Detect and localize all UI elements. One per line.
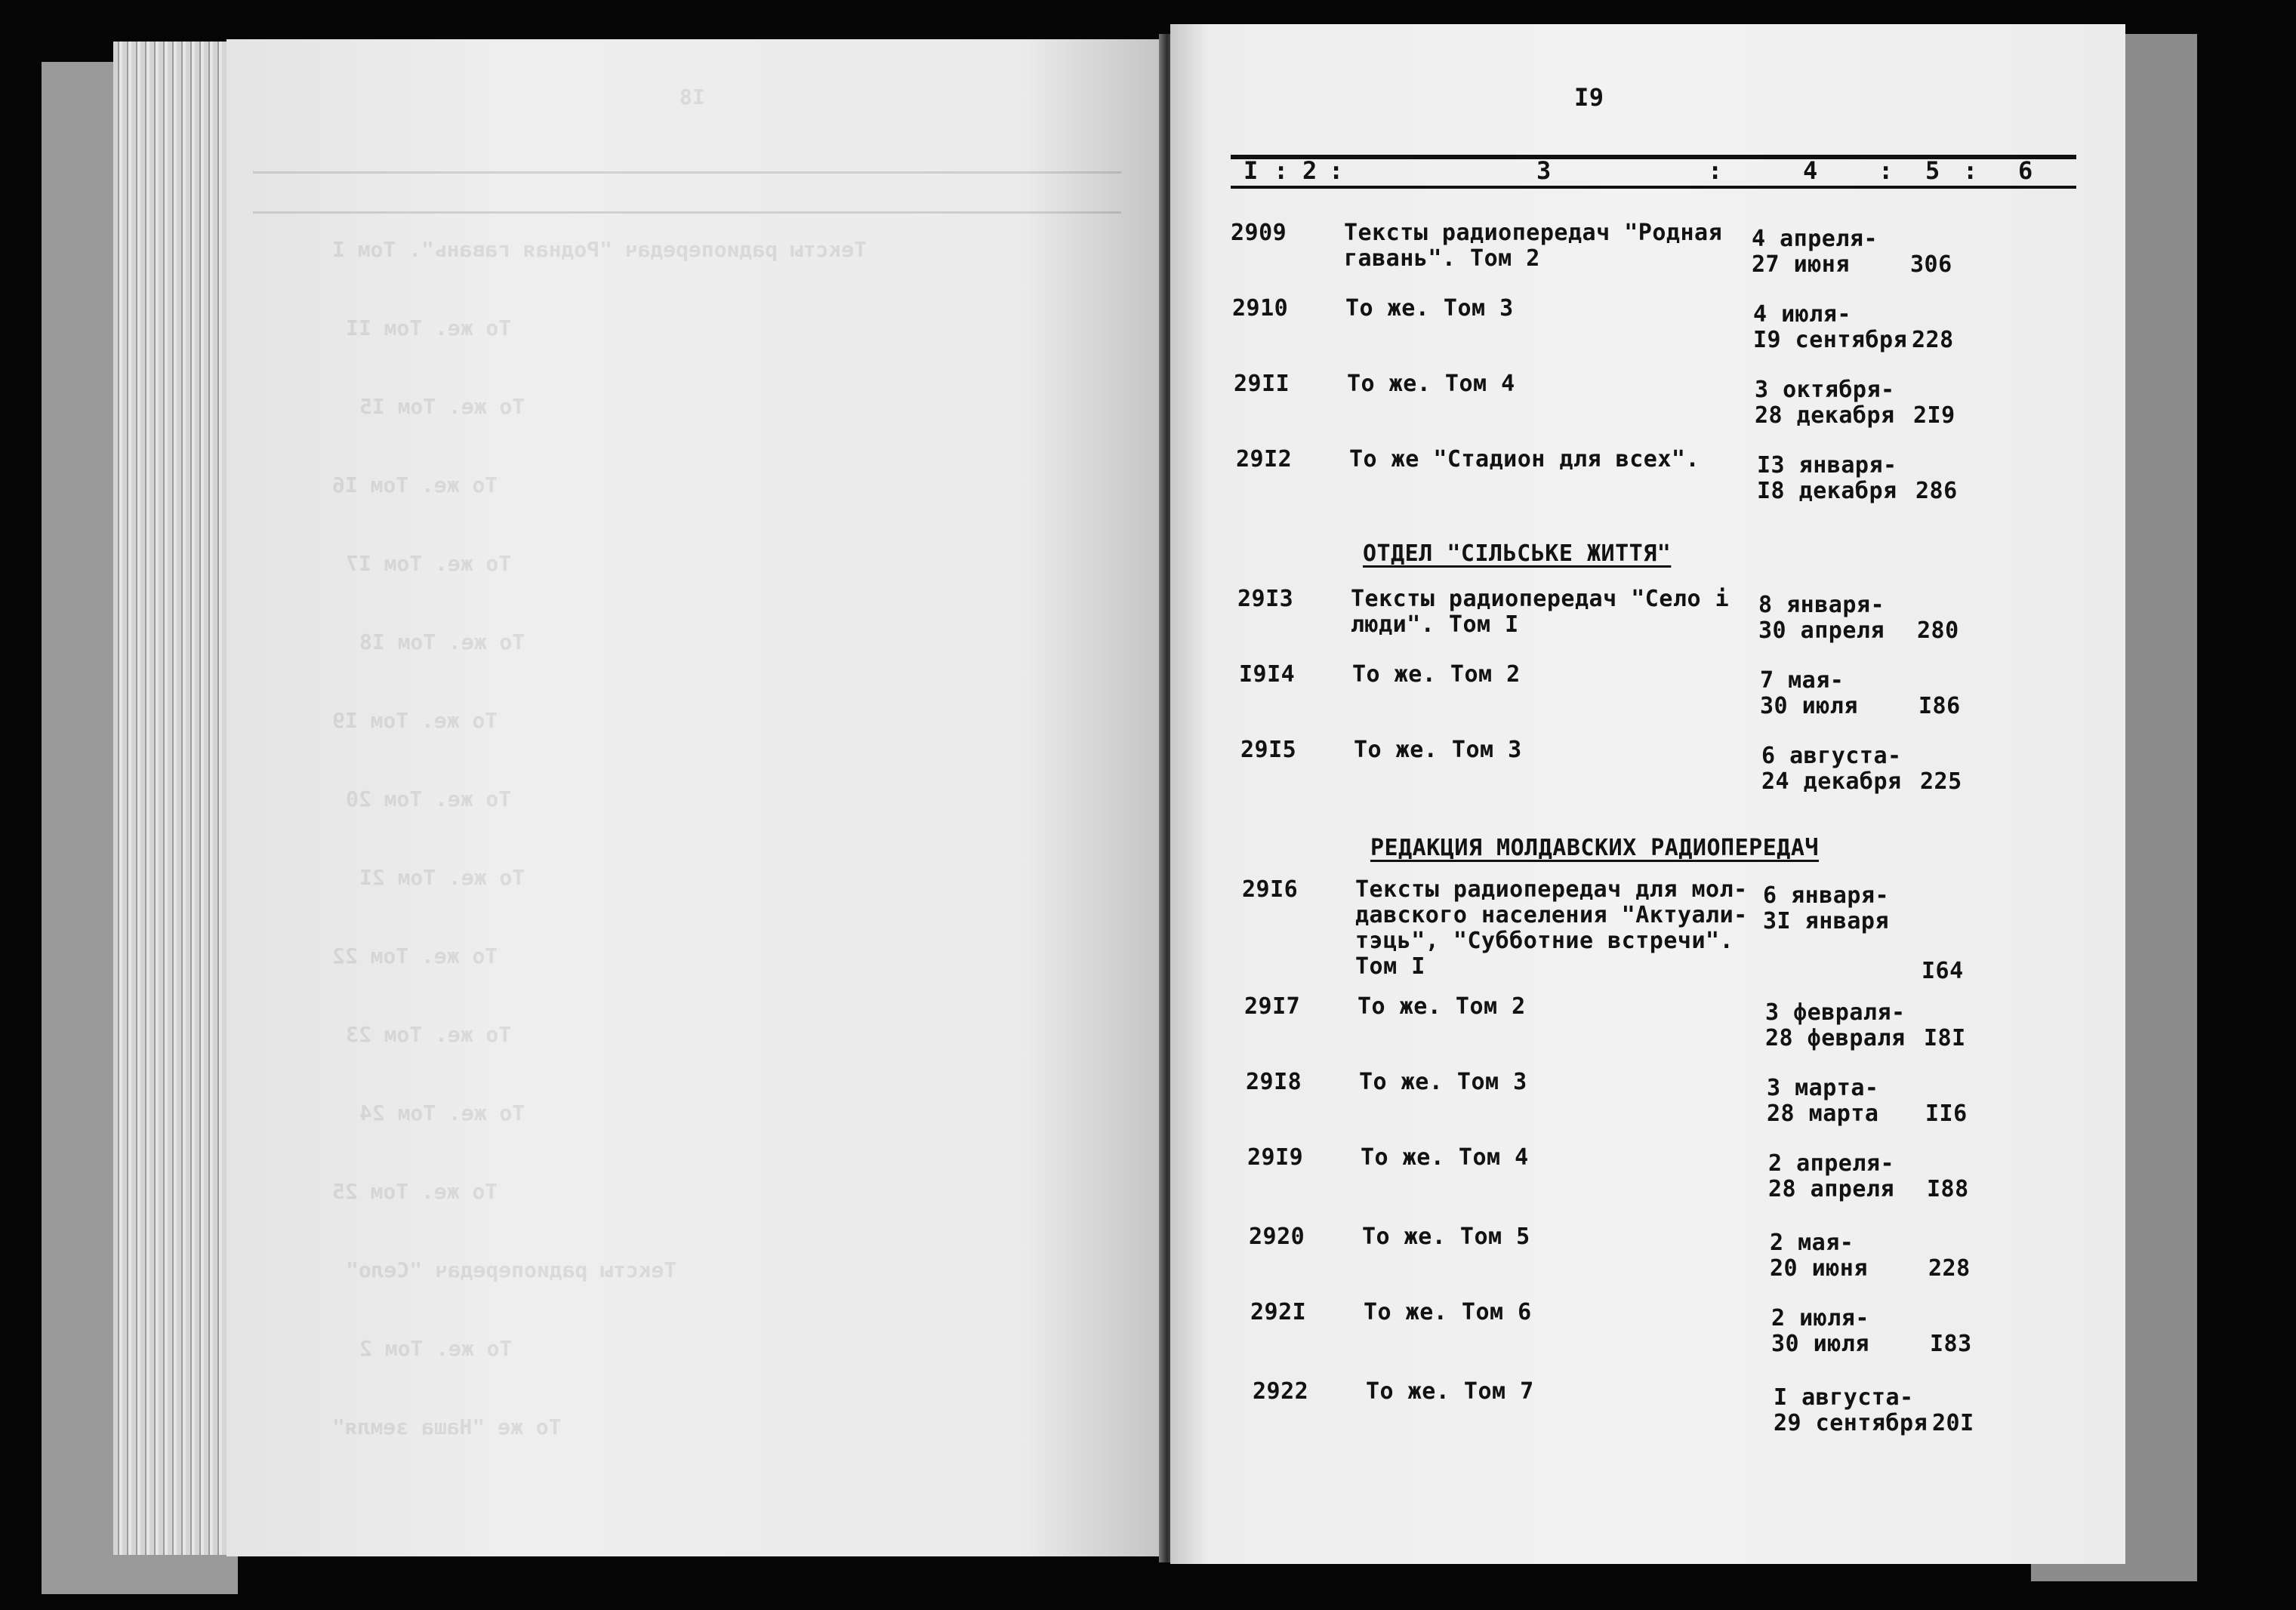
bleed-through-line: То же. Том 23 bbox=[346, 1022, 512, 1047]
record-number: 29I9 bbox=[1247, 1144, 1304, 1171]
right-page bbox=[1170, 24, 2125, 1564]
record-dates-line: 29 сентября bbox=[1774, 1410, 1928, 1436]
record-dates-line: 2 июля- bbox=[1771, 1305, 1869, 1331]
record-dates-line: 3 февраля- bbox=[1765, 999, 1906, 1026]
record-page-count: II6 bbox=[1925, 1101, 1968, 1127]
record-title-line: То же. Том 4 bbox=[1347, 371, 1515, 397]
record-number: 29I3 bbox=[1237, 586, 1294, 612]
record-title-line: То же. Том 2 bbox=[1352, 661, 1521, 688]
record-page-count: 286 bbox=[1915, 478, 1958, 504]
col-sep: : bbox=[1708, 156, 1723, 185]
section-heading-moldavian: РЕДАКЦИЯ МОЛДАВСКИХ РАДИОПЕРЕДАЧ bbox=[1370, 835, 1819, 861]
record-number: 2910 bbox=[1232, 295, 1289, 322]
record-page-count: I64 bbox=[1922, 958, 1964, 984]
record-number: 29I2 bbox=[1236, 446, 1293, 473]
record-title-line: Тексты радиопередач "Село і bbox=[1351, 586, 1730, 612]
record-dates-line: 8 января- bbox=[1758, 592, 1885, 618]
record-dates-line: 2 апреля- bbox=[1768, 1150, 1895, 1177]
record-number: 29I7 bbox=[1244, 993, 1301, 1020]
record-number: 29I5 bbox=[1240, 737, 1297, 763]
record-dates-line: 3 марта- bbox=[1767, 1075, 1879, 1101]
record-number: 29I8 bbox=[1246, 1069, 1302, 1095]
record-dates-line: 30 апреля bbox=[1758, 617, 1885, 644]
record-dates-line: I3 января- bbox=[1757, 452, 1897, 479]
record-title-line: То же. Том 6 bbox=[1364, 1299, 1532, 1325]
bleed-through-line: То же. Том 2 bbox=[359, 1336, 513, 1361]
record-dates-line: 30 июля bbox=[1760, 693, 1858, 719]
left-header-rule bbox=[253, 171, 1121, 174]
record-page-count: 228 bbox=[1912, 327, 1954, 353]
bleed-through-line: То же. Том 25 bbox=[332, 1179, 498, 1204]
record-number: 292I bbox=[1250, 1299, 1307, 1325]
section-heading-silske-zhyttia: ОТДЕЛ "СІЛЬСЬКЕ ЖИТТЯ" bbox=[1363, 540, 1672, 567]
record-dates-line: 28 апреля bbox=[1768, 1176, 1895, 1202]
bleed-through-line: То же. Том II bbox=[346, 316, 512, 340]
record-title-line: гавань". Том 2 bbox=[1344, 245, 1540, 272]
left-page-number: I8 bbox=[680, 85, 705, 109]
record-number: 2909 bbox=[1231, 220, 1287, 246]
record-title-line: То же. Том 3 bbox=[1345, 295, 1514, 322]
record-number: 29II bbox=[1234, 371, 1290, 397]
record-page-count: 228 bbox=[1928, 1255, 1971, 1282]
record-page-count: I88 bbox=[1927, 1176, 1969, 1202]
header-rule-bottom bbox=[1231, 186, 2076, 189]
bleed-through-line: Тексты радиопередач "Родная гавань". Том I bbox=[332, 237, 868, 262]
record-title-line: То же. Том 2 bbox=[1358, 993, 1526, 1020]
col-header-3: 3 bbox=[1536, 156, 1552, 185]
record-dates-line: 7 мая- bbox=[1760, 667, 1845, 694]
col-header-5: 5 bbox=[1925, 156, 1940, 185]
record-page-count: 20I bbox=[1932, 1410, 1974, 1436]
bleed-through-line: То же. Том I6 bbox=[332, 473, 498, 497]
bleed-through-line: То же. Том 24 bbox=[359, 1101, 525, 1125]
record-dates-line: 6 января- bbox=[1763, 882, 1890, 909]
record-title-line: тэць", "Субботние встречи". bbox=[1355, 928, 1734, 954]
record-dates-line: 4 апреля- bbox=[1752, 226, 1878, 252]
record-title-line: То же. Том 4 bbox=[1361, 1144, 1529, 1171]
record-dates-line: 4 июля- bbox=[1753, 301, 1851, 328]
bleed-through-line: То же "Наша земля" bbox=[332, 1415, 562, 1439]
record-dates-line: I8 декабря bbox=[1757, 478, 1897, 504]
bleed-through-line: То же. Том I8 bbox=[359, 630, 525, 654]
record-page-count: I8I bbox=[1924, 1025, 1966, 1051]
record-dates-line: 28 марта bbox=[1767, 1101, 1879, 1127]
record-dates-line: 20 июня bbox=[1770, 1255, 1868, 1282]
col-header-1: I bbox=[1244, 156, 1259, 185]
record-number: 2920 bbox=[1249, 1224, 1305, 1250]
record-page-count: 2I9 bbox=[1913, 402, 1955, 429]
record-title-line: Том I bbox=[1355, 953, 1425, 980]
bleed-through-line: То же. Том I5 bbox=[359, 394, 525, 419]
col-header-2: 2 bbox=[1302, 156, 1318, 185]
record-title-line: люди". Том I bbox=[1351, 611, 1519, 638]
page-number: I9 bbox=[1574, 83, 1604, 112]
col-header-4: 4 bbox=[1803, 156, 1818, 185]
bleed-through-line: То же. Том 2I bbox=[359, 865, 525, 890]
record-title-line: Тексты радиопередач "Родная bbox=[1344, 220, 1723, 246]
record-dates-line: 28 февраля bbox=[1765, 1025, 1906, 1051]
record-title-line: То же "Стадион для всех". bbox=[1349, 446, 1700, 473]
record-number: 29I6 bbox=[1242, 876, 1299, 903]
bleed-through-line: То же. Том I9 bbox=[332, 708, 498, 733]
record-page-count: 306 bbox=[1910, 251, 1952, 278]
record-page-count: I86 bbox=[1918, 693, 1961, 719]
bleed-through-line: Тексты радиопередач "Село" bbox=[346, 1258, 677, 1282]
record-dates-line: 24 декабря bbox=[1761, 768, 1902, 795]
record-page-count: 280 bbox=[1917, 617, 1959, 644]
col-sep: : bbox=[1329, 156, 1344, 185]
header-rule-top bbox=[1231, 155, 2076, 159]
record-dates-line: I9 сентября bbox=[1753, 327, 1908, 353]
record-dates-line: 27 июня bbox=[1752, 251, 1850, 278]
record-title-line: То же. Том 5 bbox=[1362, 1224, 1530, 1250]
col-header-6: 6 bbox=[2018, 156, 2033, 185]
record-dates-line: I августа- bbox=[1774, 1384, 1914, 1411]
record-title-line: То же. Том 3 bbox=[1354, 737, 1522, 763]
record-title-line: То же. Том 7 bbox=[1366, 1378, 1534, 1405]
bleed-through-line: То же. Том I7 bbox=[346, 551, 512, 576]
col-sep: : bbox=[1963, 156, 1978, 185]
record-number: 2922 bbox=[1253, 1378, 1309, 1405]
record-number: I9I4 bbox=[1239, 661, 1296, 688]
left-header-rule-bottom bbox=[253, 211, 1121, 214]
left-page bbox=[227, 39, 1163, 1556]
bleed-through-line: То же. Том 22 bbox=[332, 944, 498, 968]
record-dates-line: 2 мая- bbox=[1770, 1230, 1854, 1256]
record-page-count: I83 bbox=[1930, 1331, 1972, 1357]
record-dates-line: 3I января bbox=[1763, 908, 1890, 934]
page-edges bbox=[113, 42, 234, 1555]
col-sep: : bbox=[1878, 156, 1894, 185]
record-page-count: 225 bbox=[1920, 768, 1962, 795]
record-dates-line: 3 октября- bbox=[1755, 377, 1895, 403]
col-sep: : bbox=[1274, 156, 1289, 185]
record-dates-line: 30 июля bbox=[1771, 1331, 1869, 1357]
record-title-line: То же. Том 3 bbox=[1359, 1069, 1527, 1095]
record-dates-line: 28 декабря bbox=[1755, 402, 1895, 429]
record-title-line: Тексты радиопередач для мол- bbox=[1355, 876, 1748, 903]
bleed-through-line: То же. Том 20 bbox=[346, 787, 512, 811]
record-title-line: давского населения "Актуали- bbox=[1355, 902, 1748, 928]
record-dates-line: 6 августа- bbox=[1761, 743, 1902, 769]
